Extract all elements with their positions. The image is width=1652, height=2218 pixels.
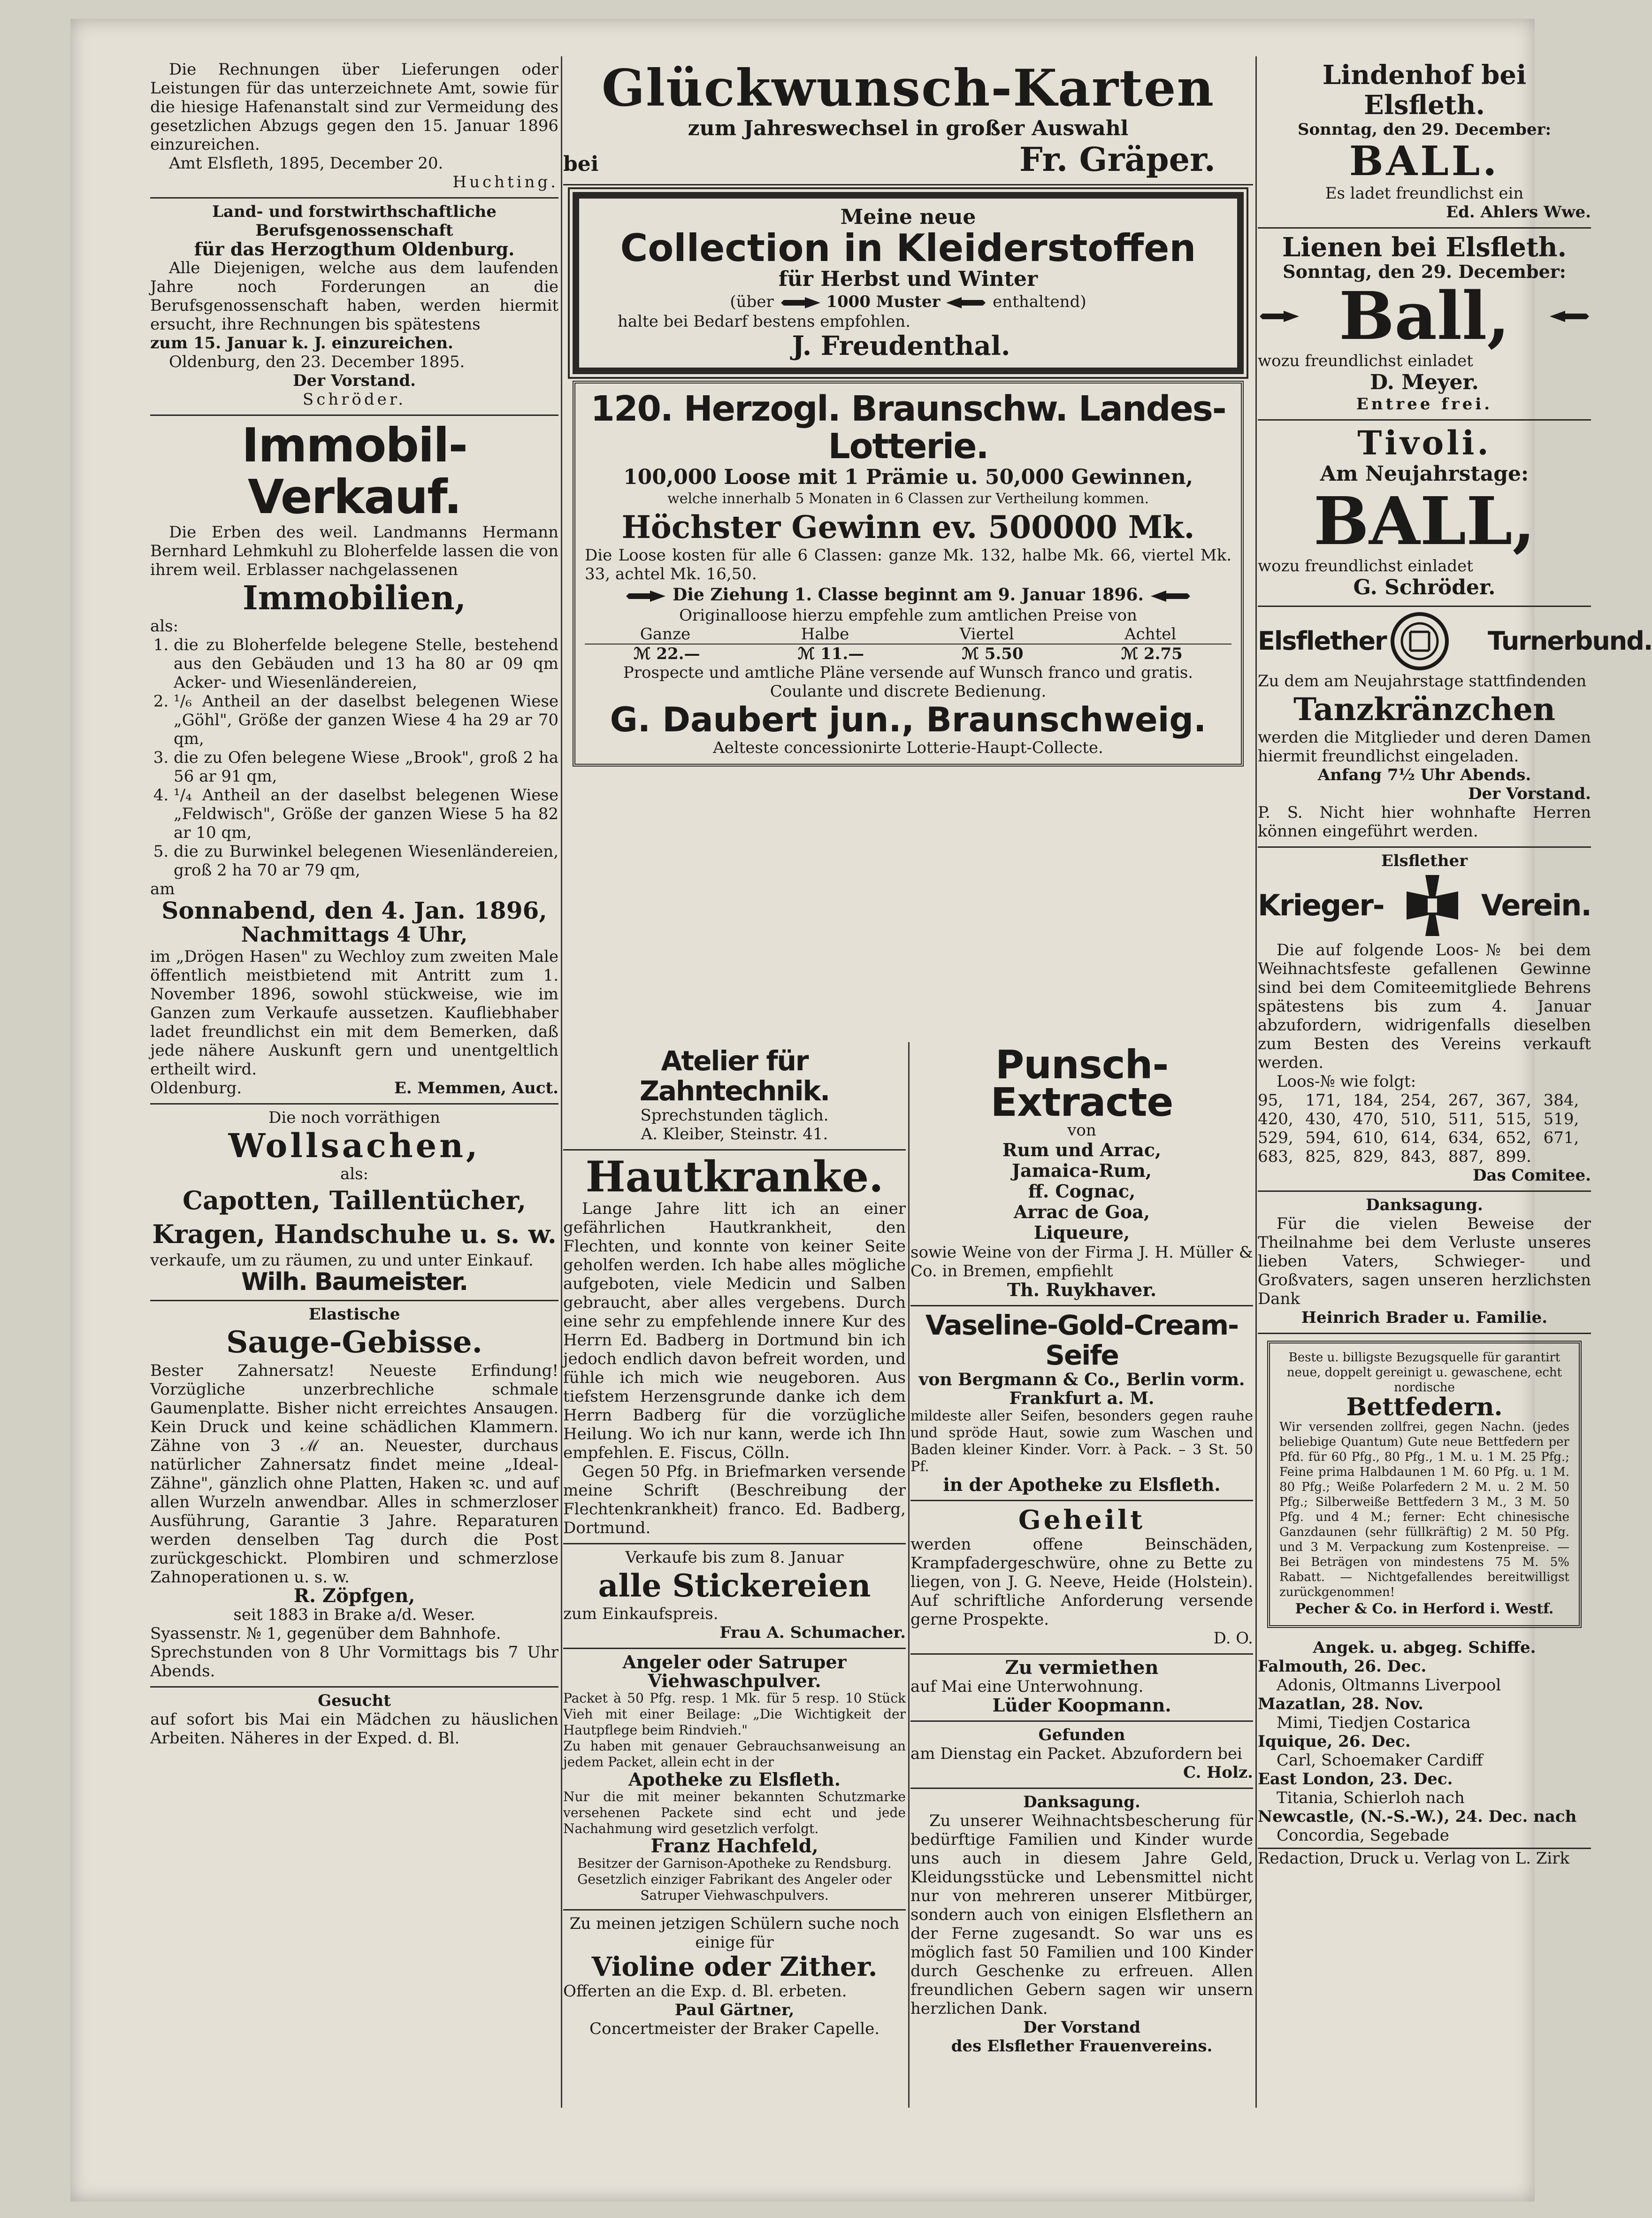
list-item: Iquique, 26. Dec. (1258, 1732, 1411, 1751)
ad-title: Bettfedern. (1346, 1393, 1503, 1421)
list-item: Carl, Schoemaker Cardiff (1277, 1751, 1483, 1770)
ad-text: Besitzer der Garnison-Apotheke zu Rendsburg. Gesetzlich einziger Fabrikant des Angeler oder Satruper Viehwaschpulvers. (577, 1856, 892, 1903)
ad-text: Coulante und discrete Bedienung. (770, 682, 1047, 701)
lottery-number: 184, (1353, 1091, 1389, 1110)
ad-bettfedern-box (1267, 1341, 1582, 1628)
ad-violine (563, 1911, 906, 2044)
ad-title: Tivoli. (1357, 423, 1491, 462)
list-item: Jamaica-Rum, (1011, 1160, 1152, 1181)
ad-title: Vaseline-Gold-Cream-Seife (925, 1309, 1239, 1371)
ad-title: Punsch-Extracte (990, 1042, 1173, 1125)
ad-text: Originalloose hierzu empfehle zum amtlichen Preise von (679, 606, 1137, 625)
ad-heading: Immobilien, (242, 578, 467, 617)
ad-text: Nur die mit meiner bekannten Schutzmarke versehenen Packete sind echt und jede Nachahmung wird gesetzlich verfolgt. (563, 1789, 906, 1836)
ad-signature: Th. Ruykhaver. (1007, 1279, 1157, 1300)
lottery-number: 267, (1448, 1091, 1484, 1110)
ad-signature: Schröder. (302, 390, 406, 409)
ad-vaseline (910, 1306, 1253, 1501)
pointing-hand-icon (945, 294, 987, 311)
lottery-number: 683, (1258, 1147, 1293, 1166)
ad-address: Syassenstr. № 1, gegenüber dem Bahnhofe. (150, 1624, 501, 1643)
ad-text: Es ladet freundlichst ein (1325, 184, 1524, 203)
ad-signature: Der Vorstand (1023, 2018, 1141, 2037)
ad-turnerbund (1258, 607, 1652, 848)
ad-geheilt (910, 1501, 1253, 1655)
ad-text: sowie Weine von der Firma J. H. Müller & Co. in Bremen, empfiehlt (910, 1243, 1253, 1281)
list-item: 2. ¹/₆ Antheil an der daselbst belegenen Wiese „Göhl", Größe der ganzen Wiese 4 ha 29 ar 70 qm, (174, 692, 558, 748)
ad-time: Anfang 7½ Uhr Abends. (1317, 766, 1531, 784)
ad-text: als: (150, 617, 179, 636)
ad-text: Die auf folgende Loos-№ bei dem Weihnachtsfeste gefallenen Gewinne sind bei dem Comiteemitgliede Behrens spätestens bis zum 4. Januar abzufordern, widrigenfalls dieselben zum Besten des Vereins verkauft werden. (1258, 941, 1591, 1072)
ad-title: Wollsachen, (228, 1126, 481, 1165)
ad-subtitle: von Bergmann & Co., Berlin vorm. Frankfurt a. M. (918, 1370, 1245, 1408)
price-head: Ganze (640, 625, 691, 644)
ad-signature: G. Schröder. (1353, 576, 1496, 599)
ad-title: alle Stickereien (598, 1567, 871, 1604)
ad-text: Loos-№ wie folgt: (1277, 1072, 1416, 1091)
ad-text: halte bei Bedarf bestens empfohlen. (618, 312, 911, 331)
ad-signature: Der Vorstand. (293, 371, 416, 390)
ad-title-right: Verein. (1481, 888, 1591, 922)
ad-signature: Paul Gärtner, (674, 2001, 795, 2019)
ad-title: Gefunden (1038, 1726, 1125, 1744)
ad-text: am (150, 880, 175, 898)
ad-title: Lindenhof bei Elsfleth. (1322, 60, 1527, 121)
pointing-hand-icon (624, 588, 666, 605)
pointing-hand-icon (1258, 308, 1300, 325)
lottery-number: 887, (1448, 1147, 1484, 1166)
ad-viehwaschpulver (563, 1649, 906, 1911)
lottery-number: 519, (1543, 1110, 1579, 1128)
ad-text: Entree frei. (1356, 395, 1493, 414)
ad-date: Am Neujahrstage: (1320, 462, 1529, 486)
price-value: ℳ 22.— (634, 645, 700, 663)
ad-text: zum Einkaufspreis. (563, 1604, 719, 1623)
newspaper-page (70, 19, 1652, 2202)
ad-pretitle: Elsflether (1381, 852, 1468, 870)
list-item: Adonis, Oltmanns Liverpool (1277, 1676, 1501, 1695)
ad-title: Immobil-Verkauf. (242, 418, 467, 524)
ad-gefunden (910, 1722, 1253, 1789)
ad-text: mildeste aller Seifen, besonders gegen rauhe und spröde Haut, sowie zum Waschen und Baden kleiner Kinder. Vorr. à Pack. – 3 St. 50 Pf. (910, 1408, 1253, 1475)
ad-text: Zu haben mit genauer Gebrauchsanweisung an jedem Packet, allein echt in der (563, 1738, 906, 1770)
price-head: Viertel (959, 625, 1014, 644)
ad-text: Gegen 50 Pfg. in Briefmarken versende meine Schrift (Beschreibung der Flechtenkrankheit) franco. Ed. Badberg, Dortmund. (563, 1462, 906, 1537)
ad-punsch-extracte (910, 1042, 1253, 1306)
ad-subtitle: für das Herzogthum Oldenburg. (194, 238, 515, 260)
ad-highlight: Höchster Gewinn ev. 500000 Mk. (621, 509, 1195, 545)
ad-heading: Ball, (1338, 278, 1510, 355)
column-middle-left (563, 1042, 906, 2044)
ad-text: Die Erben des weil. Landmanns Hermann Bernhard Lehmkuhl zu Bloherfelde lassen die von ihrem weil. Erblasser nachgelassenen (150, 523, 558, 579)
lottery-number: 899. (1496, 1147, 1531, 1166)
ad-title-left: Krieger- (1258, 888, 1384, 922)
ad-signature: G. Daubert jun., Braunschweig. (610, 700, 1207, 739)
ad-signature: J. Freudenthal. (792, 330, 1010, 361)
ad-hautkranke (563, 1151, 906, 1544)
ad-text: Concertmeister der Braker Capelle. (589, 2019, 880, 2038)
list-item: Newcastle, (N.-S.-W.), 24. Dec. nach (1258, 1807, 1577, 1826)
ad-text: Meine neue (840, 205, 976, 229)
ad-text: Zu dem am Neujahrstage stattfindenden (1258, 672, 1587, 691)
pointing-hand-icon (1150, 588, 1192, 605)
list-item: Concordia, Segebade (1277, 1826, 1449, 1845)
column-middle-right (910, 1042, 1253, 2061)
ad-freudenthal-box (573, 192, 1244, 374)
ad-glueckwunsch-karten (563, 56, 1253, 185)
price-head: Halbe (801, 625, 849, 644)
ad-title: Geheilt (1018, 1504, 1146, 1535)
ad-signature: Pecher & Co. in Herford i. Westf. (1295, 1601, 1554, 1617)
ad-title: Danksagung. (1366, 1196, 1483, 1214)
ad-text: Die Loose kosten für alle 6 Classen: ganze Mk. 132, halbe Mk. 66, viertel Mk. 33, achtel Mk. 16,50. (585, 546, 1231, 583)
ad-signature: D. O. (1213, 1629, 1253, 1648)
ad-date: Sonnabend, den 4. Jan. 1896, (161, 897, 547, 924)
iron-cross-icon (1402, 870, 1463, 941)
lottery-numbers (1258, 1091, 1591, 1166)
ad-berufsgenossenschaft (150, 199, 558, 416)
pointing-hand-icon (779, 294, 821, 311)
lottery-number: 420, (1258, 1110, 1293, 1128)
ad-text: Prospecte und amtliche Pläne versende auf Wunsch franco und gratis. (623, 663, 1193, 682)
lottery-number: 634, (1448, 1128, 1484, 1147)
ad-text: 1000 Muster (826, 292, 941, 311)
lottery-number: 529, (1258, 1128, 1293, 1147)
ad-signature: Franz Hachfeld, (650, 1835, 818, 1857)
lottery-number: 614, (1400, 1128, 1436, 1147)
list-item: East London, 23. Dec. (1258, 1770, 1453, 1788)
price-heads (585, 625, 1231, 644)
ad-text: Sprechstunden täglich. (640, 1106, 829, 1125)
ad-date: Sonntag, den 29. December: (1297, 120, 1552, 139)
list-item: Titania, Schierloh nach (1277, 1788, 1465, 1807)
ad-text: welche innerhalb 5 Monaten in 6 Classen zur Vertheilung kommen. (667, 491, 1149, 507)
ad-signature: Fr. Gräper. (1019, 140, 1216, 179)
lottery-number: 470, (1353, 1110, 1389, 1128)
ad-text: von (1067, 1121, 1096, 1140)
ad-signature: A. Kleiber, Steinstr. 41. (641, 1125, 828, 1144)
ad-title: Angeler oder Satruper Viehwaschpulver. (622, 1651, 847, 1691)
ad-text: Bester Zahnersatz! Neueste Erfindung! Vorzügliche unzerbrechliche schmale Gaumenplatte. Bisher nicht erreichtes Ansaugen. Kein Druck und keine schädlichen Klammern. Zähne von 3 ℳ an. Neuester, durchaus natürlicher Zahnersatz findet meine „Ideal-Zähne", gänzlich ohne Platten, Haken ꝛc. und auf allen Wurzeln anwendbar. Alles in schmerzloser Ausführung, Garantie 3 Jahre. Reparaturen werden denselben Tag durch die Post zurückgeschickt. Plombiren und schmerzlose Zahnoperationen u. s. w. (150, 1361, 558, 1587)
ad-signature: Wilh. Baumeister. (241, 1268, 467, 1296)
lottery-number: 95, (1258, 1091, 1284, 1110)
ad-title: Hautkranke. (585, 1152, 884, 1202)
column-left (150, 56, 558, 1753)
ad-signature: Ed. Ahlers Wwe. (1446, 203, 1591, 222)
list-item: 5. die zu Burwinkel belegenen Wiesenländereien, groß 2 ha 70 ar 79 qm, (174, 842, 558, 880)
ad-title: Gesucht (318, 1691, 391, 1710)
imprint: Redaction, Druck u. Verlag von L. Zirk (1258, 1848, 1591, 1868)
ad-title: Angek. u. abgeg. Schiffe. (1313, 1638, 1536, 1657)
ad-kriegerverein (1258, 848, 1591, 1192)
ad-schiffe (1258, 1635, 1591, 1873)
price-value: ℳ 2.75 (1121, 645, 1183, 663)
ad-immobil-verkauf (150, 416, 558, 1105)
ad-pharmacy: Apotheke zu Elsfleth. (628, 1769, 841, 1790)
ad-heading: Tanzkränzchen (1293, 691, 1555, 728)
lottery-number: 610, (1353, 1128, 1389, 1147)
lottery-number: 430, (1305, 1110, 1341, 1128)
ad-subtitle: für Herbst und Winter (778, 267, 1038, 291)
ad-text: Verkaufe bis zum 8. Januar (625, 1548, 844, 1567)
ad-text: bei (563, 152, 599, 176)
ad-text: seit 1883 in Brake a/d. Weser. (233, 1605, 475, 1624)
list-item: Arrac de Goa, (1013, 1201, 1150, 1222)
ad-heading: BALL, (1313, 483, 1536, 560)
ad-signature: Huchting. (452, 173, 558, 192)
ad-text: Aelteste concessionirte Lotterie-Haupt-Collecte. (713, 738, 1103, 757)
ad-signature: Lüder Koopmann. (992, 1695, 1171, 1716)
price-head: Achtel (1124, 625, 1177, 644)
turner-emblem-icon (1389, 611, 1450, 672)
ad-text: Alle Diejenigen, welche aus dem laufenden Jahre noch Forderungen an die Berufsgenossenschaft haben, werden hiermit ersucht, ihre Rechnungen bis spätestens (150, 259, 558, 334)
ad-title: Danksagung. (1023, 1793, 1140, 1811)
list-item: 3. die zu Ofen belegene Wiese „Brook", groß 2 ha 56 ar 91 qm, (174, 748, 558, 786)
ad-date: Amt Elsfleth, 1895, December 20. (169, 154, 444, 173)
lottery-number: 652, (1496, 1128, 1531, 1147)
ad-text: Beste u. billigste Bezugsquelle für garantirt neue, doppelt gereinigt u. gewaschene, echt nordische (1286, 1351, 1562, 1395)
ad-text: Lange Jahre litt ich an einer gefährlichen Hautkrankheit, den Flechten, und konnte von keiner Seite geholfen werden. Ich habe alles mögliche aufgeboten, viele Medicin und Salben gebraucht, aber alles vergebens. Durch eine sehr zu empfehlende innere Kur des Herrn Ed. Badberg in Dortmund bin ich jedoch endlich davon befreit worden, und fühle ich mich wie neugeboren. Aus tiefstem Herzensgrunde danke ich dem Herrn Badberg für die vorzügliche Heilung. Wo ich nur kann, werde ich Ihn empfehlen. E. Fiscus, Cölln. (563, 1199, 906, 1462)
ad-pretitle: Elastische (308, 1305, 400, 1324)
list-item: 4. ¹/₄ Antheil an der daselbst belegenen Wiese „Feldwisch", Größe der ganzen Wiese 5 ha 82 ar 10 qm, (174, 786, 558, 842)
ad-signature: R. Zöpfgen, (293, 1585, 415, 1607)
ad-hours: Sprechstunden von 8 Uhr Vormittags bis 7 Uhr Abends. (150, 1643, 558, 1681)
ad-title-right: Turnerbund. (1488, 626, 1652, 656)
list-item: Liqueure, (1033, 1222, 1130, 1243)
ad-text: 100,000 Loose mit 1 Prämie u. 50,000 Gewinnen, (623, 465, 1193, 489)
ad-text: verkaufe, um zu räumen, zu und unter Einkauf. (150, 1251, 534, 1270)
ad-text: Für die vielen Beweise der Theilnahme bei dem Verluste unseres lieben Vaters, Schwieger- und Großvaters, sagen unseren herzlichsten Dank (1258, 1214, 1591, 1308)
lottery-number: 171, (1305, 1091, 1341, 1110)
price-values (585, 644, 1231, 663)
ad-title-left: Elsflether (1258, 626, 1386, 656)
ad-vermiethen (910, 1655, 1253, 1722)
ad-signature: D. Meyer. (1370, 370, 1479, 394)
ad-signature: Frau A. Schumacher. (719, 1623, 906, 1642)
list-item: Mazatlan, 28. Nov. (1258, 1695, 1423, 1713)
ad-lindenhof (1258, 56, 1591, 229)
ad-tivoli (1258, 421, 1591, 607)
ad-signature: Der Vorstand. (1468, 784, 1591, 803)
ad-title: Zu vermiethen (1005, 1657, 1159, 1679)
ad-sauge-gebisse (150, 1301, 558, 1688)
ad-text: Die Rechnungen über Lieferungen oder Leistungen für das unterzeichnete Amt, sowie für die hiesige Hafenanstalt sind zur Vermeidung des gesetzlichen Abzugs gegen den 15. Januar 1896 einzureichen. (150, 60, 558, 154)
list-item: Mimi, Tiedjen Costarica (1277, 1713, 1471, 1732)
ad-text: am Dienstag ein Packet. Abzufordern bei (910, 1744, 1242, 1763)
ad-danksagung-frauenverein (910, 1789, 1253, 2061)
ad-title: Lienen bei Elsfleth. (1282, 232, 1567, 263)
ad-text: Zu unserer Weihnachtsbescherung für bedürftige Familien und Kinder wurde uns auch in diesem Jahre Geld, Kleidungsstücke und Lebensmittel nicht nur von mehreren unserer Mitbürger, sondern auch von einigen Elsflethern an der Ferne zugesandt. So war uns es möglich fast 50 Familien und 100 Kinder durch Geschenke zu erfreuen. Allen freundlichen Gebern sagen wir unsern herzlichen Dank. (910, 1811, 1253, 2018)
ad-title: 120. Herzogl. Braunschw. Landes-Lotterie. (590, 389, 1226, 467)
lottery-number: 843, (1400, 1147, 1436, 1166)
ad-amt-elsfleth (150, 56, 558, 199)
ad-deadline: zum 15. Januar k. J. einzureichen. (150, 334, 453, 353)
ad-text: wozu freundlichst einladet (1258, 352, 1473, 370)
ad-title: Glückwunsch-Karten (601, 59, 1215, 118)
lottery-number: 594, (1305, 1128, 1341, 1147)
lottery-number: 510, (1400, 1110, 1436, 1128)
ad-text: auf Mai eine Unterwohnung. (910, 1677, 1144, 1696)
ad-title: Collection in Kleiderstoffen (620, 226, 1196, 270)
lottery-number: 515, (1496, 1110, 1531, 1128)
lottery-number: 671, (1543, 1128, 1579, 1147)
ad-date: Oldenburg, den 23. December 1895. (169, 353, 465, 371)
column-rule (1255, 56, 1257, 2108)
ad-heading: BALL. (1349, 138, 1500, 185)
ad-wollsachen (150, 1105, 558, 1301)
ad-signature: des Elsflether Frauenvereins. (951, 2037, 1213, 2056)
list-item: ff. Cognac, (1028, 1181, 1136, 1202)
ad-signature: Das Comitee. (1473, 1166, 1591, 1185)
ad-items: Capotten, Taillentücher, Kragen, Handschuhe u. s. w. (152, 1185, 557, 1249)
lottery-number: 825, (1305, 1147, 1341, 1166)
ad-title: Violine oder Zither. (591, 1951, 878, 1982)
ad-signature: E. Memmen, Auct. (394, 1079, 558, 1097)
ad-text: Offerten an die Exp. d. Bl. erbeten. (563, 1982, 847, 2001)
lottery-number: 367, (1496, 1091, 1531, 1110)
ad-text: (über (730, 292, 774, 311)
ad-gesucht (150, 1688, 558, 1753)
list-item: Rum und Arrac, (1002, 1139, 1162, 1160)
property-list (150, 636, 558, 880)
ad-zahntechnik (563, 1042, 906, 1151)
ad-subtitle: zum Jahreswechsel in großer Auswahl (688, 116, 1129, 140)
column-rule (908, 1042, 910, 2108)
list-item: 1. die zu Bloherfelde belegene Stelle, bestehend aus den Gebäuden und 13 ha 80 ar 09 qm Acker- und Wiesenländereien, (174, 636, 558, 692)
list-item: Falmouth, 26. Dec. (1258, 1657, 1427, 1676)
ad-danksagung-brader (1258, 1192, 1591, 1334)
column-rule (561, 56, 562, 2108)
ad-text: P. S. Nicht hier wohnhafte Herren können eingeführt werden. (1258, 803, 1591, 841)
ad-date: Sonntag, den 29. December: (1283, 261, 1566, 282)
ad-text: Die noch vorräthigen (268, 1108, 440, 1127)
column-right (1258, 56, 1652, 1873)
pointing-hand-icon (1549, 308, 1591, 325)
ad-title: Atelier für Zahntechnik. (639, 1045, 830, 1107)
ad-signature: Heinrich Brader u. Familie. (1301, 1308, 1548, 1327)
ad-text: im „Drögen Hasen" zu Wechloy zum zweiten Male öffentlich meistbietend mit Antritt zum 1. November 1896, sowohl stückweise, wie im Ganzen zum Verkaufe aussetzen. Kaufliebhaber ladet freundlichst ein mit dem Bemerken, daß jede nähere Auskunft gern und unentgeltlich ertheilt wird. (150, 947, 558, 1079)
ad-lotterie-box (573, 381, 1244, 767)
ad-stickereien (563, 1544, 906, 1649)
ad-signature: C. Holz. (1183, 1763, 1253, 1782)
ad-text: Zu meinen jetzigen Schülern suche noch einige für (569, 1914, 900, 1952)
ad-title: Sauge-Gebisse. (226, 1325, 482, 1360)
ad-text: Packet à 50 Pfg. resp. 1 Mk. für 5 resp. 10 Stück Vieh mit einer Beilage: „Die Wichtigkeit der Hautpflege beim Rindvieh." (563, 1690, 906, 1738)
ad-text: enthaltend) (993, 292, 1086, 311)
lottery-number: 829, (1353, 1147, 1389, 1166)
column-middle (563, 56, 1253, 771)
ad-text: werden offene Beinschäden, Krampfadergeschwüre, ohne zu Bette zu liegen, von J. G. Neeve, Heide (Holstein). Auf schriftliche Anforderung versende gerne Prospekte. (910, 1535, 1253, 1629)
lottery-number: 254, (1400, 1091, 1436, 1110)
ad-text: Wir versenden zollfrei, gegen Nachn. (jedes beliebige Quantum) Gute neue Bettfedern per Pfd. für 60 Pfg., 80 Pfg., 1 M. u. 1 M. 25 Pfg.; Feine prima Halbdaunen 1 M. 60 Pfg. u. 1 M. 80 Pfg.; Weiße Polarfedern 2 M. u. 2 M. 50 Pfg.; Silberweiße Bettfedern 3 M., 3 M. 50 Pfg. und 4 M.; ferner: Echt chinesische Ganzdaunen (sehr füllkräftig) 2 M. 50 Pfg. und 3 M. Verpackung zum Kostenpreise. — Bei Beträgen von mindestens 75 M. 5% Rabatt. — Nichtgefallendes bereitwilligst zurückgenommen! (1279, 1420, 1569, 1599)
ad-place: Oldenburg. (150, 1079, 242, 1097)
ad-text: werden die Mitglieder und deren Damen hiermit freundlichst eingeladen. (1258, 728, 1591, 766)
lottery-number: 511, (1448, 1110, 1484, 1128)
ad-signature: in der Apotheke zu Elsfleth. (943, 1474, 1221, 1495)
ad-lienen (1258, 229, 1591, 421)
ad-title: Land- und forstwirthschaftliche Berufsgenossenschaft (212, 202, 497, 240)
lottery-number: 384, (1543, 1091, 1579, 1110)
ad-text: Die Ziehung 1. Classe beginnt am 9. Januar 1896. (673, 585, 1144, 605)
ad-time: Nachmittags 4 Uhr, (241, 923, 468, 947)
price-value: ℳ 5.50 (962, 645, 1024, 663)
ad-text: als: (340, 1165, 369, 1183)
ad-text: wozu freundlichst einladet (1258, 557, 1473, 576)
price-value: ℳ 11.— (797, 645, 864, 663)
ad-text: auf sofort bis Mai ein Mädchen zu häuslichen Arbeiten. Näheres in der Exped. d. Bl. (150, 1710, 558, 1748)
